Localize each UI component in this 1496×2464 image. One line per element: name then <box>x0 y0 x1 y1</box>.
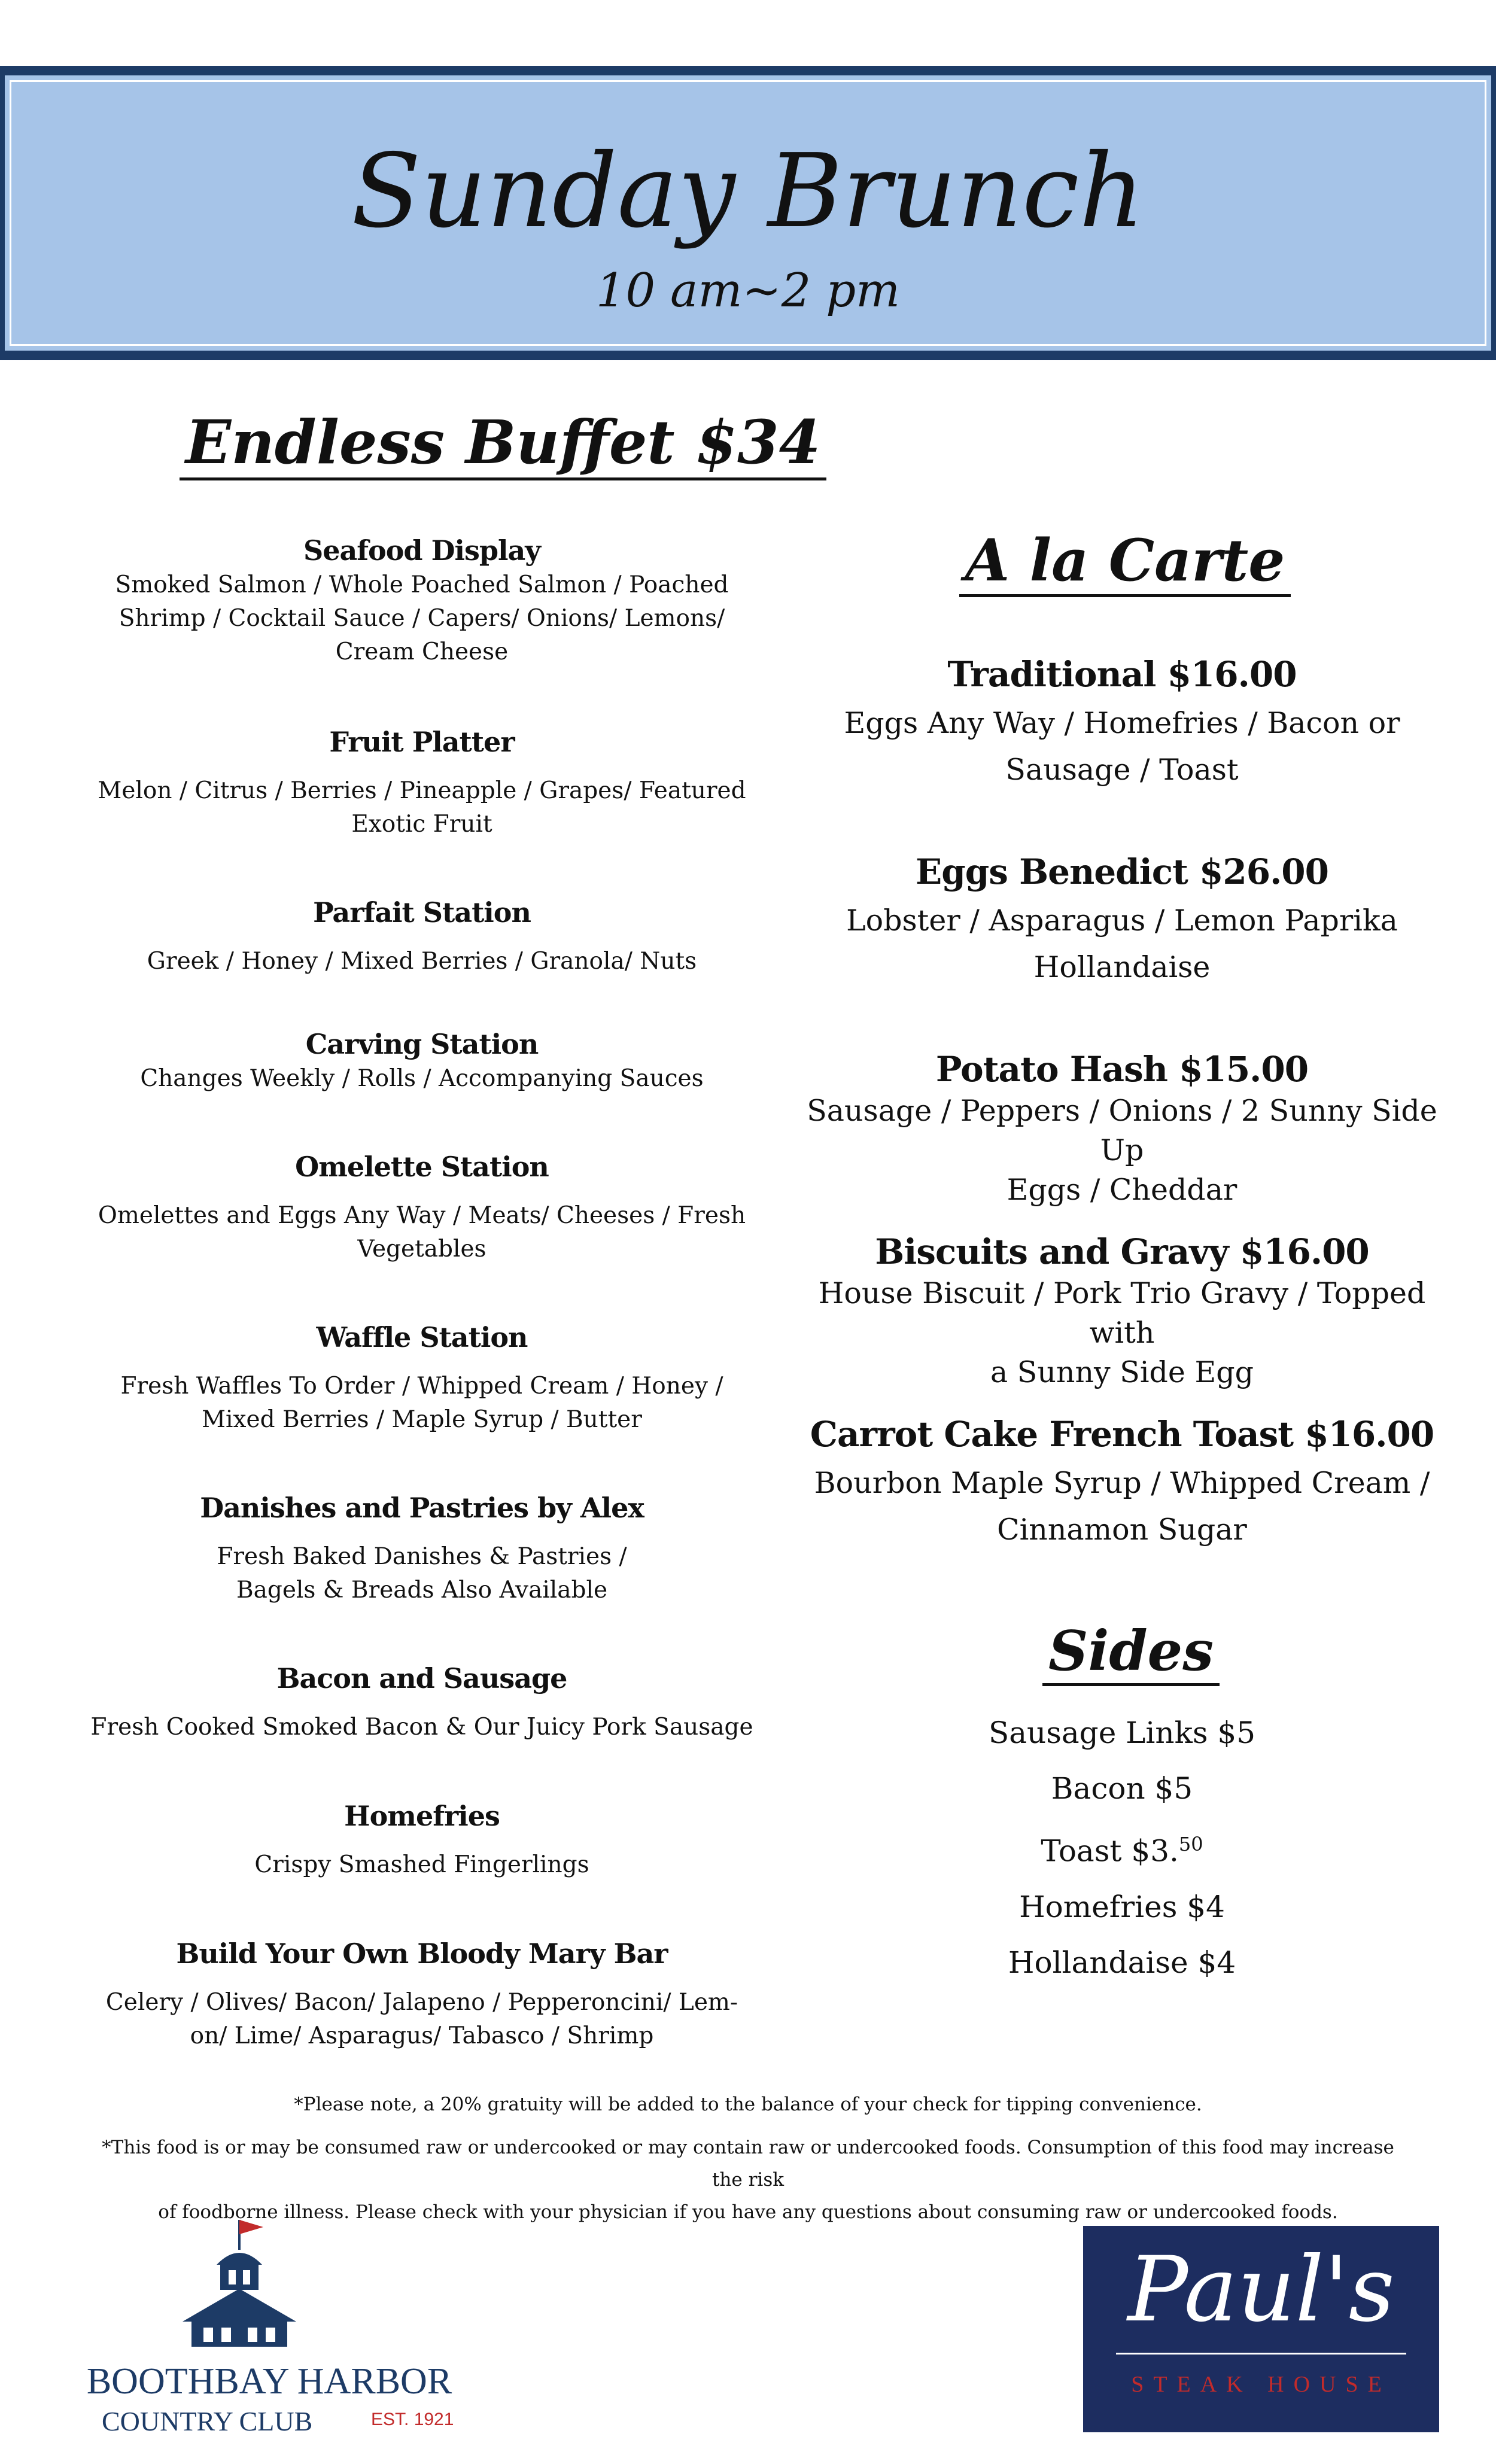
raw-food-note: *This food is or may be consumed raw or undercooked or may contain raw or undercooked foods. Consumption of this food may increase the risk <box>102 2137 1394 2191</box>
buffet-item-name: Danishes and Pastries by Alex <box>200 1492 644 1524</box>
buffet-item-desc: Smoked Salmon / Whole Poached Salmon / Poached <box>115 571 729 598</box>
buffet-item-name: Bacon and Sausage <box>276 1662 567 1695</box>
alacarte-item-name: Potato Hash $15.00 <box>935 1049 1309 1090</box>
buffet-item-name: Waffle Station <box>316 1321 528 1353</box>
menu-title: Sunday Brunch <box>351 132 1145 251</box>
raw-food-note-cont: of foodborne illness. Please check with your physician if you have any questions about consuming raw or undercooked foods. <box>158 2201 1338 2223</box>
alacarte-item <box>796 1230 1448 1392</box>
buffet-item-desc: on/ Lime/ Asparagus/ Tabasco / Shrimp <box>190 2022 654 2049</box>
buffet-item-desc: Fresh Baked Danishes & Pastries / <box>217 1543 627 1570</box>
buffet-item <box>84 1936 760 2053</box>
side-item: Sausage Links $5 <box>988 1715 1256 1750</box>
buffet-item <box>84 895 760 978</box>
logo-left-line1: BOOTHBAY HARBOR <box>86 2361 452 2402</box>
logo-right-rule <box>1116 2353 1406 2355</box>
buffet-item <box>84 1490 760 1607</box>
buffet-item-name: Omelette Station <box>295 1151 549 1183</box>
alacarte-item-desc: Eggs Any Way / Homefries / Bacon or <box>844 706 1400 740</box>
alacarte-item-desc: Lobster / Asparagus / Lemon Paprika <box>846 904 1398 938</box>
buffet-item-name: Build Your Own Bloody Mary Bar <box>176 1937 668 1970</box>
buffet-item <box>84 1798 760 1882</box>
buffet-item-name: Seafood Display <box>303 534 541 567</box>
buffet-title <box>180 407 826 477</box>
logo-left-line2: COUNTRY CLUB <box>102 2406 313 2436</box>
side-item <box>898 1817 1346 1879</box>
alacarte-item-desc: House Biscuit / Pork Trio Gravy / Topped with <box>818 1276 1426 1350</box>
pauls-steak-house-logo <box>1083 2226 1439 2432</box>
side-item-cents: 50 <box>1178 1833 1203 1855</box>
buffet-item <box>84 1319 760 1437</box>
buffet-item-desc: Crispy Smashed Fingerlings <box>254 1851 589 1878</box>
side-item: Bacon $5 <box>1051 1771 1193 1806</box>
menu-hours: 10 am~2 pm <box>595 264 901 318</box>
buffet-item <box>84 1026 760 1096</box>
alacarte-item-desc: Bourbon Maple Syrup / Whipped Cream / <box>814 1466 1430 1500</box>
logo-left-est: EST. 1921 <box>371 2410 454 2429</box>
buffet-item-name: Carving Station <box>305 1028 539 1060</box>
buffet-item <box>84 1660 760 1744</box>
buffet-item <box>84 533 760 669</box>
alacarte-item-name: Traditional $16.00 <box>947 654 1297 695</box>
buffet-item-desc: Melon / Citrus / Berries / Pineapple / Grapes/ Featured <box>98 777 746 804</box>
buffet-item <box>84 1149 760 1266</box>
alacarte-item <box>796 1047 1448 1210</box>
buffet-item <box>84 724 760 841</box>
buffet-item-desc: Vegetables <box>357 1236 486 1263</box>
buffet-item-desc: Mixed Berries / Maple Syrup / Butter <box>202 1406 642 1433</box>
alacarte-item-name: Eggs Benedict $26.00 <box>915 851 1329 892</box>
buffet-title-text: Endless Buffet $34 <box>180 407 826 480</box>
buffet-item-desc: Fresh Waffles To Order / Whipped Cream / Honey / <box>120 1373 723 1400</box>
buffet-item-name: Parfait Station <box>313 896 531 929</box>
alacarte-item-name: Biscuits and Gravy $16.00 <box>875 1231 1369 1272</box>
sides-title-text: Sides <box>1042 1619 1220 1686</box>
buffet-item-desc: Greek / Honey / Mixed Berries / Granola/ Nuts <box>147 948 697 975</box>
sides-list <box>898 1705 1346 1991</box>
buffet-item-desc: Shrimp / Cocktail Sauce / Capers/ Onions/ Lemons/ <box>118 605 725 632</box>
buffet-item-desc: Fresh Cooked Smoked Bacon & Our Juicy Pork Sausage <box>90 1714 753 1741</box>
boothbay-harbor-logo <box>60 2208 479 2447</box>
alacarte-item-desc: Cinnamon Sugar <box>997 1513 1247 1547</box>
alacarte-title-text: A la Carte <box>959 527 1291 597</box>
buffet-item-desc: Celery / Olives/ Bacon/ Jalapeno / Pepperoncini/ Lem- <box>105 1989 738 2016</box>
buffet-item-desc: Cream Cheese <box>335 638 509 665</box>
buffet-item-desc: Omelettes and Eggs Any Way / Meats/ Cheeses / Fresh <box>98 1202 746 1229</box>
sides-title <box>1017 1619 1245 1683</box>
side-item-text: Toast $3. <box>1041 1833 1179 1869</box>
lighthouse-icon <box>60 2208 479 2352</box>
alacarte-item-desc: Sausage / Peppers / Onions / 2 Sunny Side Up <box>807 1094 1437 1167</box>
buffet-item-desc: Changes Weekly / Rolls / Accompanying Sauces <box>140 1065 704 1092</box>
alacarte-item-desc: Hollandaise <box>1033 950 1211 984</box>
alacarte-item <box>796 850 1448 987</box>
alacarte-item-desc: Sausage / Toast <box>1005 753 1239 787</box>
alacarte-item-name: Carrot Cake French Toast $16.00 <box>810 1414 1434 1455</box>
buffet-item-desc: Bagels & Breads Also Available <box>236 1577 608 1604</box>
buffet-item-name: Fruit Platter <box>329 726 515 758</box>
footnotes <box>90 2088 1406 2228</box>
side-item: Homefries $4 <box>1019 1889 1225 1924</box>
alacarte-item-desc: a Sunny Side Egg <box>990 1355 1254 1389</box>
header-banner <box>0 66 1496 360</box>
alacarte-item <box>796 652 1448 790</box>
buffet-item-desc: Exotic Fruit <box>351 811 492 838</box>
buffet-item-name: Homefries <box>344 1800 500 1832</box>
alacarte-title <box>957 527 1293 594</box>
logo-right-sub: STEAK HOUSE <box>1131 2372 1391 2397</box>
alacarte-item-desc: Eggs / Cheddar <box>1007 1173 1237 1207</box>
gratuity-note: *Please note, a 20% gratuity will be added to the balance of your check for tipping convenience. <box>294 2094 1202 2115</box>
logo-right-name: Paul's <box>1127 2238 1395 2342</box>
alacarte-item <box>796 1412 1448 1550</box>
side-item: Hollandaise $4 <box>1008 1945 1236 1980</box>
